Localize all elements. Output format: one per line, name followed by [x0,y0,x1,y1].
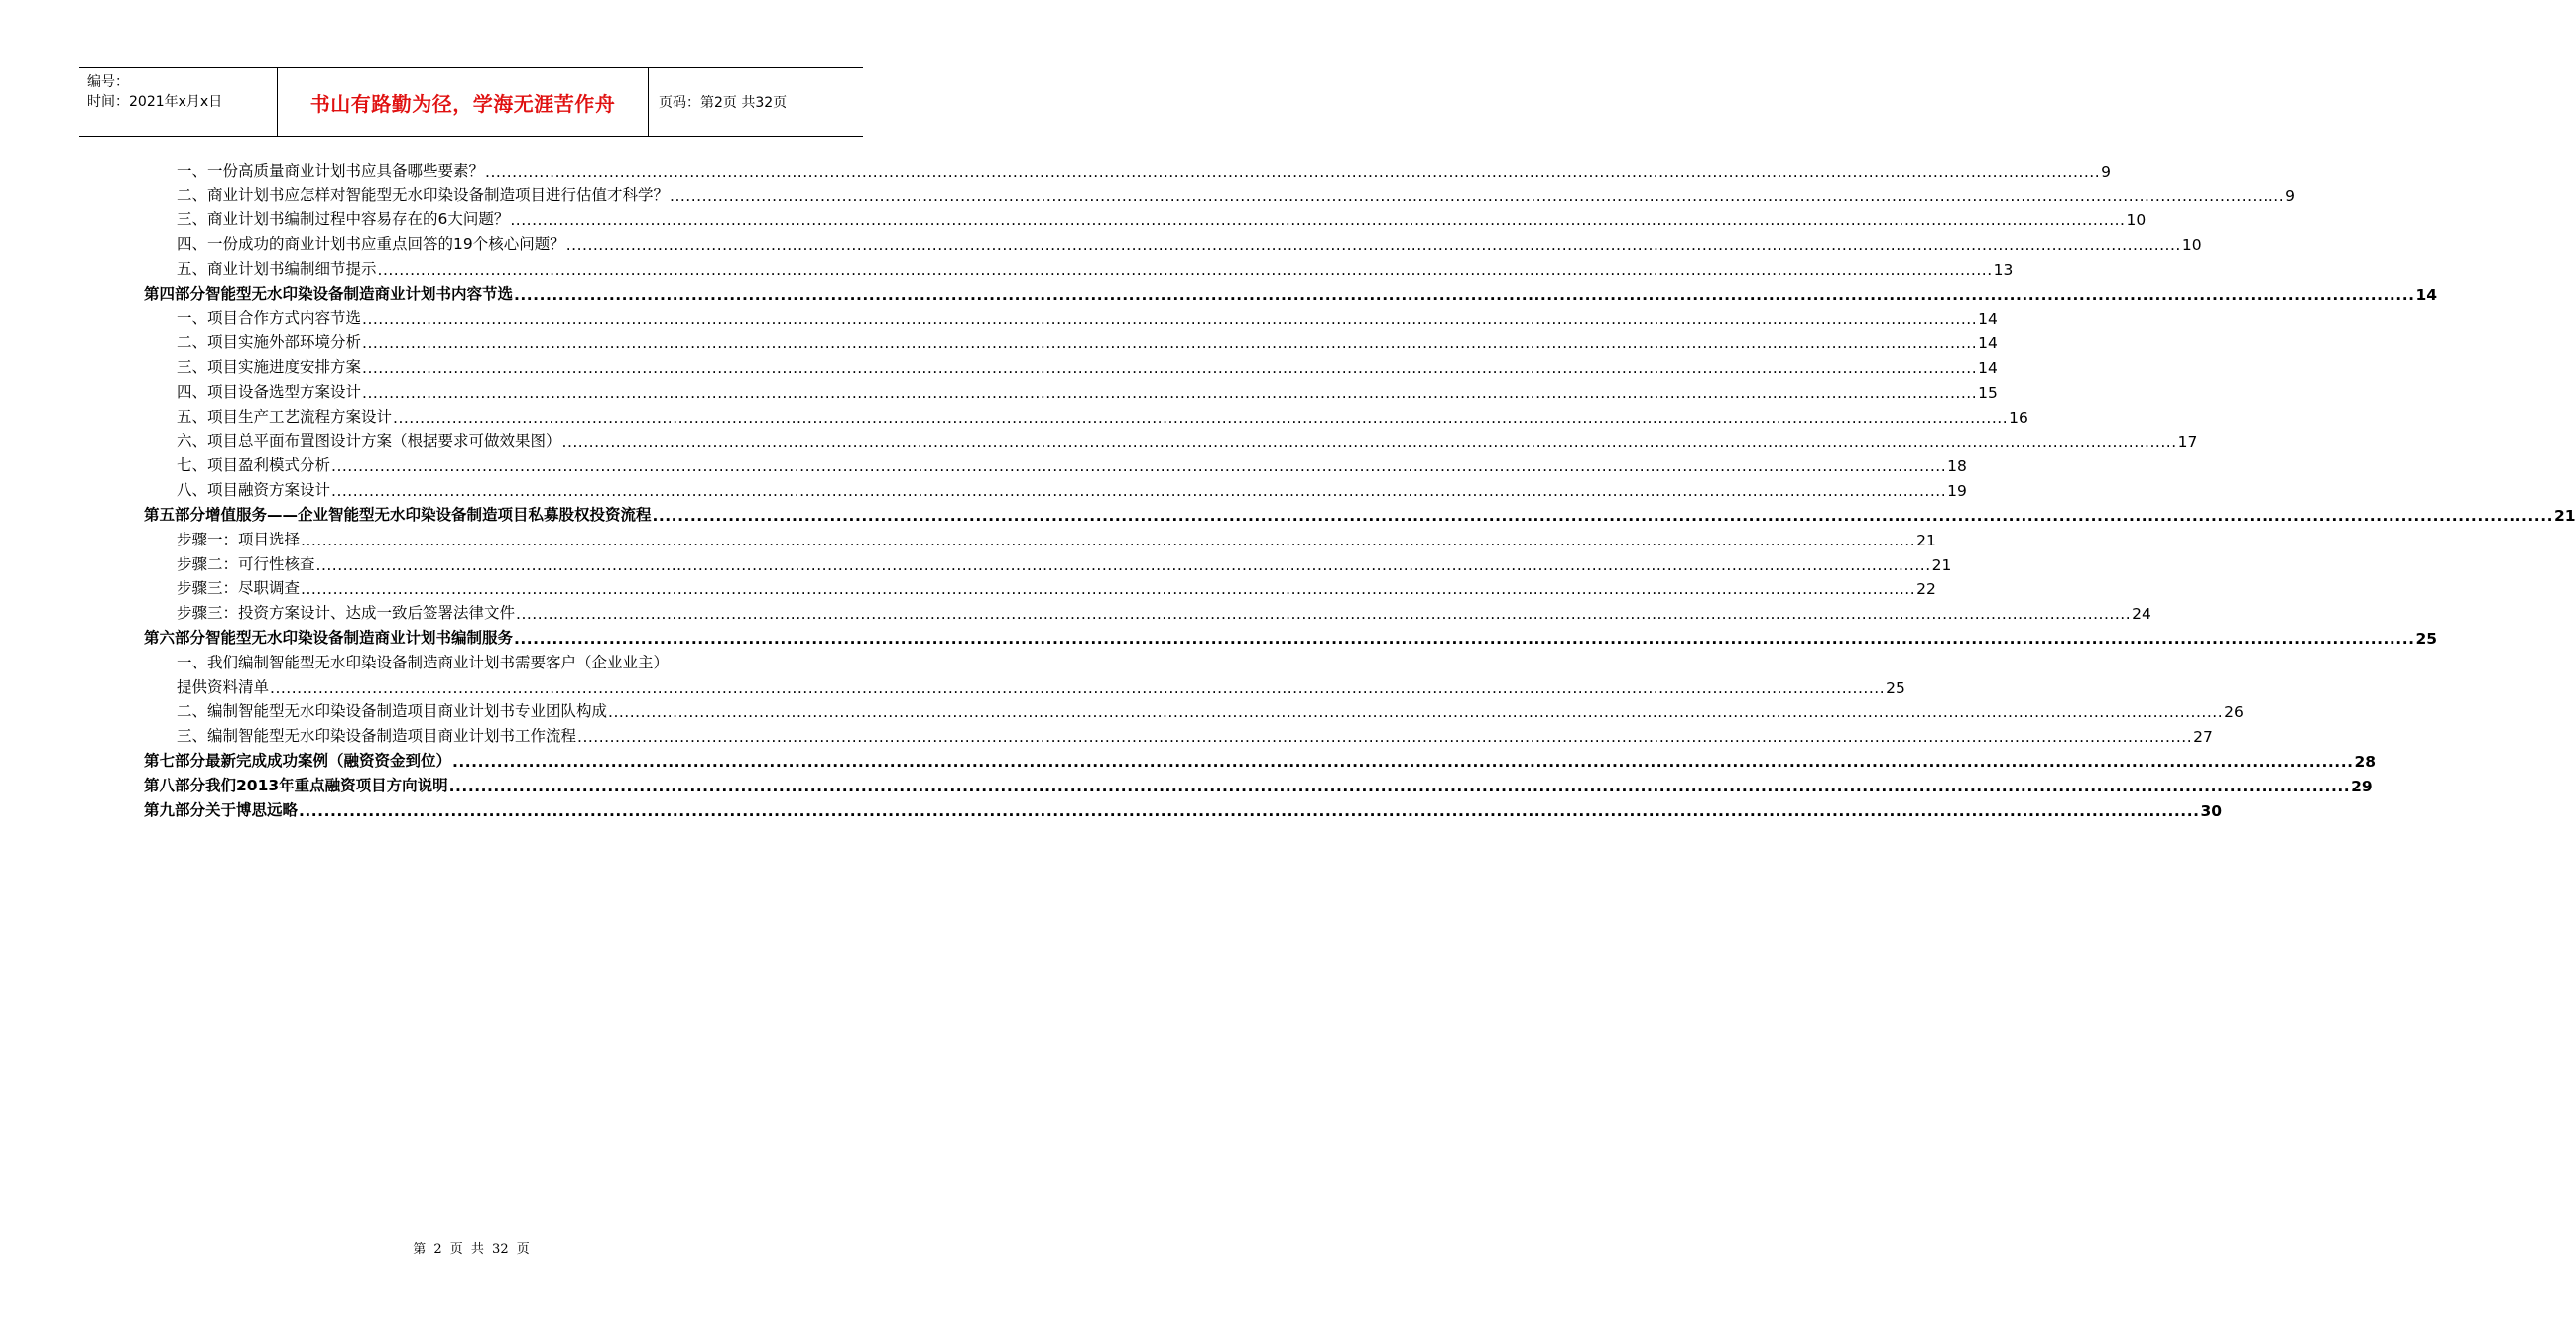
toc-entry-page: 26 [2224,703,2244,722]
toc-entry-title: 二、项目实施外部环境分析 [177,333,362,352]
toc-entry-page: 17 [2177,432,2198,451]
toc-leader-dots: ............................................................................................................................................................................................................................................................................................................ [362,383,1978,402]
toc-entry[interactable] [144,574,1936,599]
toc-entry-page: 28 [2354,752,2377,771]
toc-entry[interactable] [144,746,2377,771]
toc-entry-page: 14 [1978,334,1998,353]
toc-leader-dots: ............................................................................................................................................................................................................................................................................................................ [670,186,2285,205]
toc-entry[interactable] [144,205,2147,230]
toc-leader-dots: ............................................................................................................................................................................................................................................................................................................ [301,580,1916,599]
toc-entry[interactable] [144,648,791,672]
toc-entry-page: 19 [1947,482,1967,501]
toc-leader-dots: ............................................................................................................................................................................................................................................................................................................ [362,309,1978,328]
toc-entry-title: 五、商业计划书编制细节提示 [177,259,377,278]
header-motto: 书山有路勤为径，学海无涯苦作舟 [278,68,649,136]
toc-entry-page: 15 [1978,383,1998,402]
toc-entry-title: 第七部分最新完成成功案例（融资资金到位） [144,751,452,770]
toc-entry-title: 五、项目生产工艺流程方案设计 [177,407,393,425]
toc-leader-dots: ............................................................................................................................................................................................................................................................................................................ [270,678,1886,697]
toc-leader-dots: ............................................................................................................................................................................................................................................................................................................ [331,457,1947,476]
toc-leader-dots: ............................................................................................................................................................................................................................................................................................................ [516,605,2132,624]
toc-entry-title: 提供资料清单 [177,677,270,696]
toc-entry-title: 步骤三：投资方案设计、达成一致后签署法律文件 [177,604,516,623]
toc-leader-dots: ............................................................................................................................................................................................................................................................................................................ [565,236,2181,255]
toc-entry[interactable] [144,525,1936,549]
toc-entry-page: 16 [2009,408,2028,426]
toc-entry-page: 25 [2415,629,2438,648]
toc-entry-title: 第四部分智能型无水印染设备制造商业计划书内容节选 [144,284,514,303]
toc-entry[interactable] [144,721,2213,747]
page-header [79,67,863,137]
toc-entry[interactable] [144,549,1952,574]
toc-entry-title: 二、商业计划书应怎样对智能型无水印染设备制造项目进行估值才科学？ [177,185,670,204]
toc-entry-page: 22 [1916,580,1936,599]
toc-entry[interactable] [144,771,2373,795]
toc-entry[interactable] [144,254,2014,279]
toc-entry-title: 一、我们编制智能型无水印染设备制造商业计划书需要客户（企业业主） [177,653,670,671]
toc-entry-page: 14 [2415,285,2438,303]
toc-entry-page: 21 [2553,506,2576,525]
toc-leader-dots: ............................................................................................................................................................................................................................................................................................................ [362,359,1978,378]
toc-entry-page: 18 [1947,457,1967,476]
toc-entry-page: 27 [2193,728,2213,747]
toc-entry-title: 步骤三：尽职调查 [177,579,301,598]
toc-entry[interactable] [144,426,2198,451]
toc-entry-page: 21 [1916,531,1936,549]
toc-entry[interactable] [144,352,1998,378]
toc-entry[interactable] [144,623,2438,648]
toc-leader-dots: ............................................................................................................................................................................................................................................................................................................ [652,506,2553,525]
toc-entry[interactable] [144,328,1998,353]
table-of-contents [144,156,2576,820]
toc-entry-title: 一、一份高质量商业计划书应具备哪些要素？ [177,161,485,180]
toc-entry[interactable] [144,402,2028,426]
toc-leader-dots: ............................................................................................................................................................................................................................................................................................................ [299,801,2200,820]
toc-entry-title: 第八部分我们2013年重点融资项目方向说明 [144,776,448,794]
toc-entry-page: 30 [2200,801,2223,820]
toc-entry[interactable] [144,795,2223,820]
toc-entry[interactable] [144,598,2151,624]
toc-entry[interactable] [144,500,2576,525]
toc-leader-dots: ............................................................................................................................................................................................................................................................................................................ [301,531,1916,549]
toc-entry-title: 第六部分智能型无水印染设备制造商业计划书编制服务 [144,628,514,647]
toc-entry[interactable] [144,672,1905,697]
toc-leader-dots: ............................................................................................................................................................................................................................................................................................................ [514,629,2415,648]
document-code-label: 编号： [87,74,129,90]
toc-leader-dots: ............................................................................................................................................................................................................................................................................................................ [561,432,2177,451]
toc-entry-title: 三、商业计划书编制过程中容易存在的6大问题？ [177,210,510,229]
toc-leader-dots: ............................................................................................................................................................................................................................................................................................................ [514,285,2415,303]
toc-entry[interactable] [144,697,2244,722]
header-page-info: 页码：第2页 共32页 [659,95,788,111]
toc-entry-page: 9 [2285,186,2295,205]
toc-entry-title: 步骤二：可行性核查 [177,554,315,573]
toc-entry-title: 七、项目盈利模式分析 [177,456,331,475]
toc-entry-title: 第九部分关于博思远略 [144,800,299,819]
toc-entry-page: 10 [2181,236,2202,255]
toc-entry-page: 14 [1978,309,1998,328]
toc-entry-title: 三、编制智能型无水印染设备制造项目商业计划书工作流程 [177,727,577,746]
toc-entry-title: 一、项目合作方式内容节选 [177,308,362,327]
toc-entry-title: 四、项目设备选型方案设计 [177,382,362,401]
toc-leader-dots: ............................................................................................................................................................................................................................................................................................................ [362,334,1978,353]
toc-entry-title: 六、项目总平面布置图设计方案（根据要求可做效果图） [177,431,561,450]
toc-leader-dots: ............................................................................................................................................................................................................................................................................................................ [377,260,1993,279]
toc-entry-title: 第五部分增值服务——企业智能型无水印染设备制造项目私募股权投资流程 [144,505,652,524]
toc-entry[interactable] [144,229,2202,255]
toc-entry-title: 四、一份成功的商业计划书应重点回答的19个核心问题？ [177,235,565,254]
toc-entry[interactable] [144,156,2111,181]
toc-entry[interactable] [144,377,1998,402]
toc-entry[interactable] [144,475,1967,501]
toc-leader-dots: ............................................................................................................................................................................................................................................................................................................ [393,408,2009,426]
toc-leader-dots: ............................................................................................................................................................................................................................................................................................................ [485,162,2101,181]
toc-entry-title: 二、编制智能型无水印染设备制造项目商业计划书专业团队构成 [177,702,608,721]
page-footer: 第 2 页 共 32 页 [413,1242,530,1257]
toc-entry[interactable] [144,181,2295,205]
toc-entry-page: 9 [2101,162,2111,181]
toc-entry-page: 14 [1978,359,1998,378]
toc-leader-dots: ............................................................................................................................................................................................................................................................................................................ [452,752,2354,771]
document-time: 时间：2021年x月x日 [87,94,223,110]
toc-leader-dots: ............................................................................................................................................................................................................................................................................................................ [510,211,2126,230]
toc-entry-title: 八、项目融资方案设计 [177,481,331,500]
toc-leader-dots: ............................................................................................................................................................................................................................................................................................................ [315,555,1931,574]
toc-entry-title: 步骤一：项目选择 [177,530,301,548]
toc-leader-dots: ............................................................................................................................................................................................................................................................................................................ [448,777,2351,795]
header-meta [79,68,278,136]
toc-entry-page: 24 [2132,605,2151,624]
toc-entry-title: 三、项目实施进度安排方案 [177,358,362,377]
toc-entry-page: 21 [1931,555,1952,574]
toc-entry[interactable] [144,279,2438,303]
toc-leader-dots: ............................................................................................................................................................................................................................................................................................................ [608,703,2224,722]
toc-entry[interactable] [144,303,1998,328]
toc-leader-dots: ............................................................................................................................................................................................................................................................................................................ [331,482,1947,501]
toc-entry-page: 29 [2351,777,2373,795]
toc-entry-page: 10 [2126,211,2147,230]
toc-entry[interactable] [144,451,1967,476]
toc-entry-page: 13 [1993,260,2014,279]
toc-entry-page: 25 [1886,678,1905,697]
toc-leader-dots: ............................................................................................................................................................................................................................................................................................................ [577,728,2193,747]
